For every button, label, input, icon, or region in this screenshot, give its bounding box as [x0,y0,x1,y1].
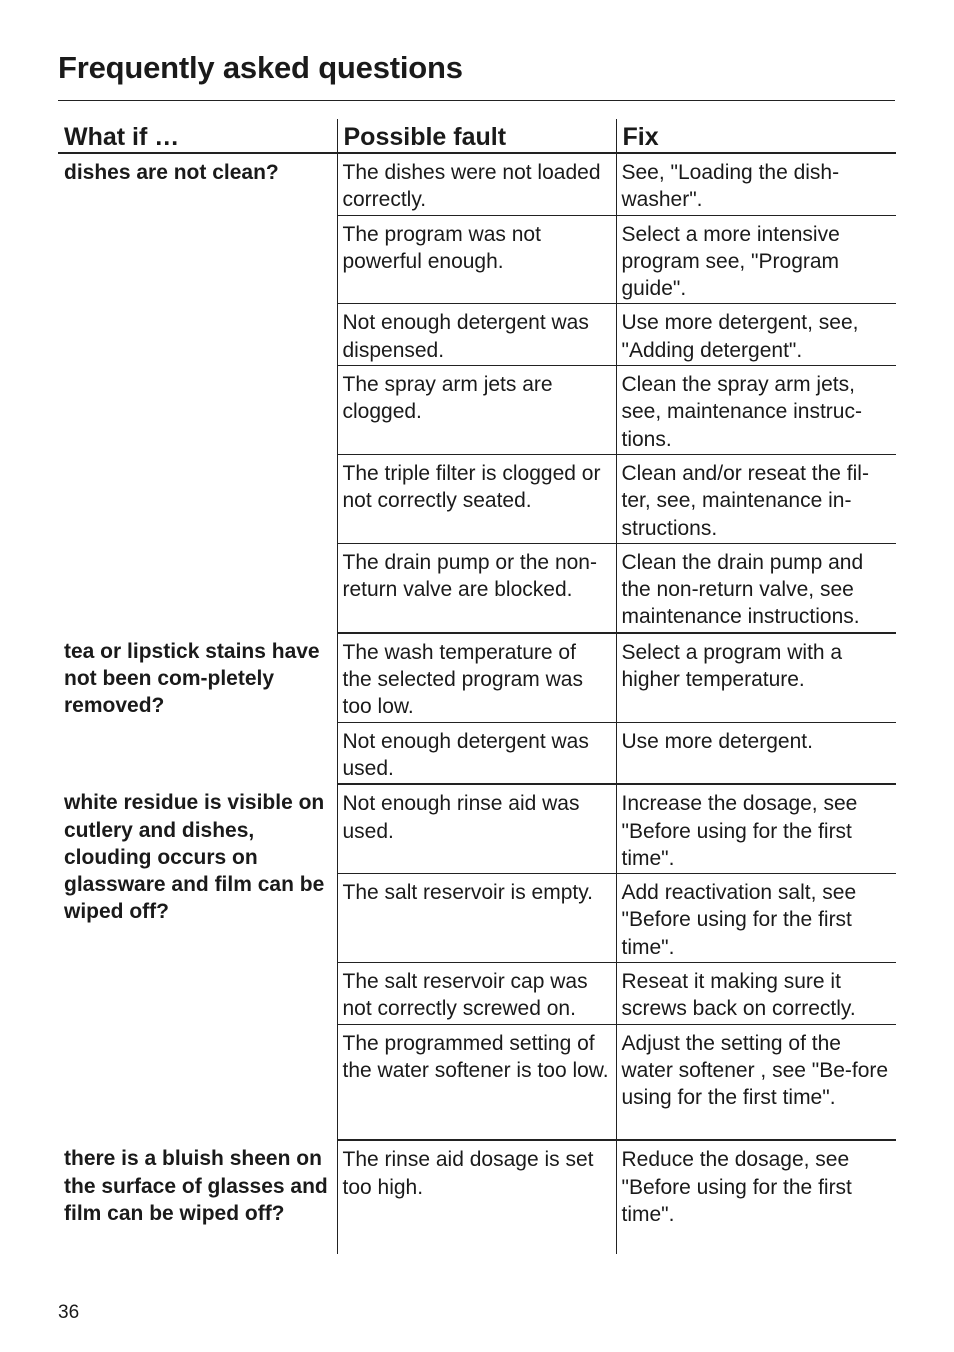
question-cell: white residue is visible on cutlery and dishes, clouding occurs on glassware and film can be wiped off? [64,791,325,924]
fix-cell: Clean the spray arm jets, see, maintenance instruc-tions. [616,366,896,455]
header-what-if: What if … [58,119,337,153]
fault-cell: The triple filter is clogged or not correctly seated. [337,454,616,543]
fault-cell: The spray arm jets are clogged. [337,366,616,455]
fix-cell: Adjust the setting of the water softener , see "Be-fore using for the first time". [616,1024,896,1140]
fix-cell: Select a program with a higher temperature. [616,633,896,722]
fault-cell: The salt reservoir is empty. [337,874,616,963]
fix-cell: Select a more intensive program see, "Program guide". [616,215,896,304]
fix-cell: Use more detergent. [616,722,896,784]
table-row [58,153,896,215]
page-title: Frequently asked questions [58,50,463,85]
fault-cell: Not enough detergent was dispensed. [337,304,616,366]
fix-cell: Reduce the dosage, see "Before using for the first time". [616,1140,896,1254]
fault-cell: The program was not powerful enough. [337,215,616,304]
table-row [58,633,896,722]
fix-cell: Clean and/or reseat the fil-ter, see, maintenance in-structions. [616,454,896,543]
fix-cell: Increase the dosage, see "Before using for the first time". [616,784,896,873]
header-fix: Fix [616,119,896,153]
fault-cell: The rinse aid dosage is set too high. [337,1140,616,1254]
table-header-row [58,119,896,153]
fix-cell: Reseat it making sure it screws back on correctly. [616,963,896,1025]
fault-cell: The programmed setting of the water softener is too low. [337,1024,616,1140]
fix-cell: Add reactivation salt, see "Before using for the first time". [616,874,896,963]
fault-cell: The dishes were not loaded correctly. [337,153,616,215]
table-row [58,784,896,873]
question-cell: dishes are not clean? [64,161,279,184]
fix-cell: Clean the drain pump and the non-return valve, see maintenance instructions. [616,543,896,632]
fault-cell: The wash temperature of the selected program was too low. [337,633,616,722]
question-cell: tea or lipstick stains have not been com-pletely removed? [64,639,320,718]
question-cell: there is a bluish sheen on the surface of glasses and film can be wiped off? [64,1147,328,1225]
fix-cell: See, "Loading the dish-washer". [616,153,896,215]
fault-cell: Not enough detergent was used. [337,722,616,784]
fault-cell: The salt reservoir cap was not correctly screwed on. [337,963,616,1025]
header-possible-fault: Possible fault [337,119,616,153]
fault-cell: The drain pump or the non-return valve are blocked. [337,543,616,632]
faq-table [58,119,896,1254]
fault-cell: Not enough rinse aid was used. [337,784,616,873]
title-rule [58,100,895,101]
fix-cell: Use more detergent, see, "Adding detergent". [616,304,896,366]
table-row [58,1140,896,1254]
page-number: 36 [58,1302,80,1323]
